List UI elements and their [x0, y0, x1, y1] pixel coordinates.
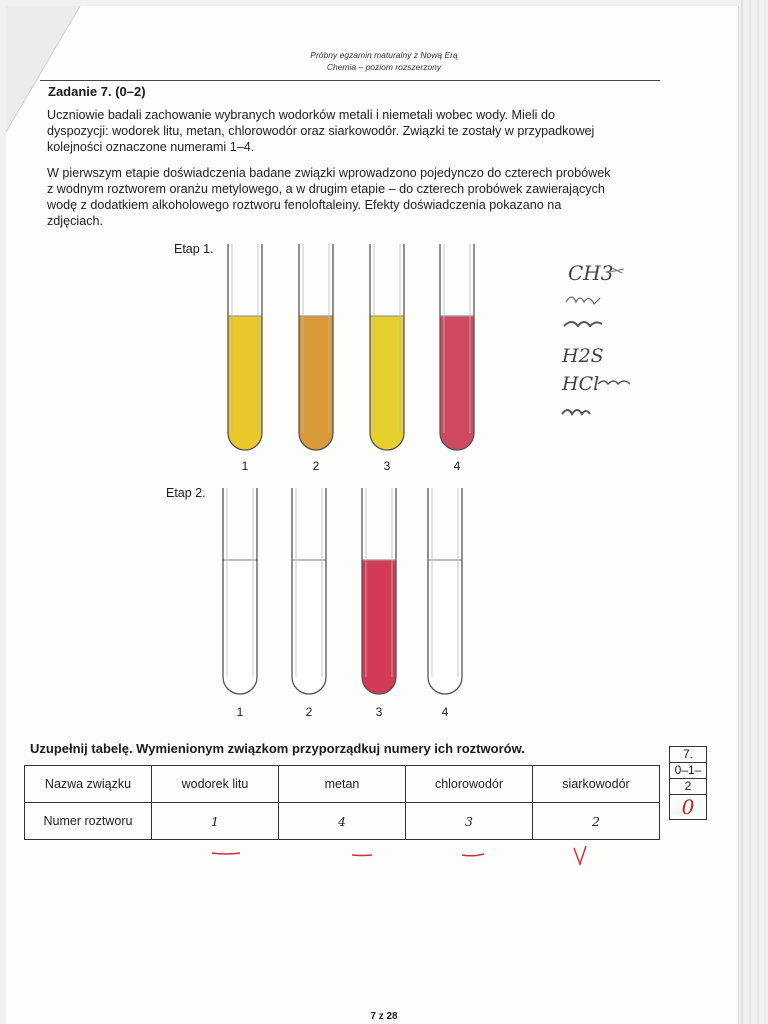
- answer-cell[interactable]: 4: [279, 803, 406, 840]
- answer-cell[interactable]: 3: [406, 803, 533, 840]
- tube-number: 2: [312, 459, 320, 473]
- note-hcl: HCl: [562, 373, 600, 395]
- answer-cell[interactable]: 1: [152, 803, 279, 840]
- grader-dash-mark: [212, 853, 240, 854]
- compound-cell: siarkowodór: [533, 766, 660, 803]
- row-label-compound: Nazwa związku: [25, 766, 152, 803]
- stage-2-label: Etap 2.: [166, 486, 206, 500]
- tube-number: 1: [241, 459, 249, 473]
- header-line-2: Chemia – poziom rozszerzony: [326, 62, 442, 72]
- stage-1-label: Etap 1.: [174, 242, 214, 256]
- compound-cell: metan: [279, 766, 406, 803]
- tube-number: 4: [441, 705, 449, 719]
- score-awarded: 0: [681, 795, 695, 819]
- tube-number: 3: [375, 705, 383, 719]
- paragraph-2-line: wodę z dodatkiem alkoholowego roztworu fenoloftaleiny. Efekty doświadczenia pokazano na: [47, 198, 562, 212]
- grader-dash-mark: [462, 854, 484, 856]
- page-number: 7 z 28: [370, 1011, 398, 1022]
- tube-number: 3: [383, 459, 391, 473]
- tube-number: 4: [453, 459, 461, 473]
- compound-cell: chlorowodór: [406, 766, 533, 803]
- score-max: 2: [670, 779, 706, 795]
- paragraph-1-line: kolejności oznaczone numerami 1–4.: [47, 140, 255, 154]
- answer-cell[interactable]: 2: [533, 803, 660, 840]
- task-title: Zadanie 7. (0–2): [48, 84, 146, 99]
- note-ch3: CH3: [568, 261, 614, 285]
- row-label-number: Numer roztworu: [25, 803, 152, 840]
- paragraph-2-line: zdjęciach.: [47, 214, 104, 228]
- tube-number: 1: [236, 705, 244, 719]
- header-line-1: Próbny egzamin maturalny z Nową Erą: [310, 50, 458, 60]
- paragraph-1-line: Uczniowie badali zachowanie wybranych wodorków metali i niemetali wobec wody. Mieli do: [47, 108, 555, 122]
- grader-check-mark: [574, 846, 586, 864]
- instruction-text: Uzupełnij tabelę. Wymienionym związkom przyporządkuj numery ich roztworów.: [30, 741, 525, 756]
- grader-dash-mark: [352, 855, 372, 856]
- score-task-number: 7.: [670, 747, 706, 763]
- note-h2s: H2S: [562, 345, 604, 367]
- tube-number: 2: [305, 705, 313, 719]
- paragraph-1-line: dyspozycji: wodorek litu, metan, chlorowodór oraz siarkowodór. Związki te zostały w przypadkowej: [47, 124, 595, 138]
- score-range: 0–1–: [670, 763, 706, 779]
- compound-cell: wodorek litu: [152, 766, 279, 803]
- paragraph-2-line: W pierwszym etapie doświadczenia badane związki wprowadzono pojedynczo do czterech probówek: [47, 166, 611, 180]
- paragraph-2-line: z wodnym roztworem oranżu metylowego, a w drugim etapie – do czterech probówek zawierających: [47, 182, 605, 196]
